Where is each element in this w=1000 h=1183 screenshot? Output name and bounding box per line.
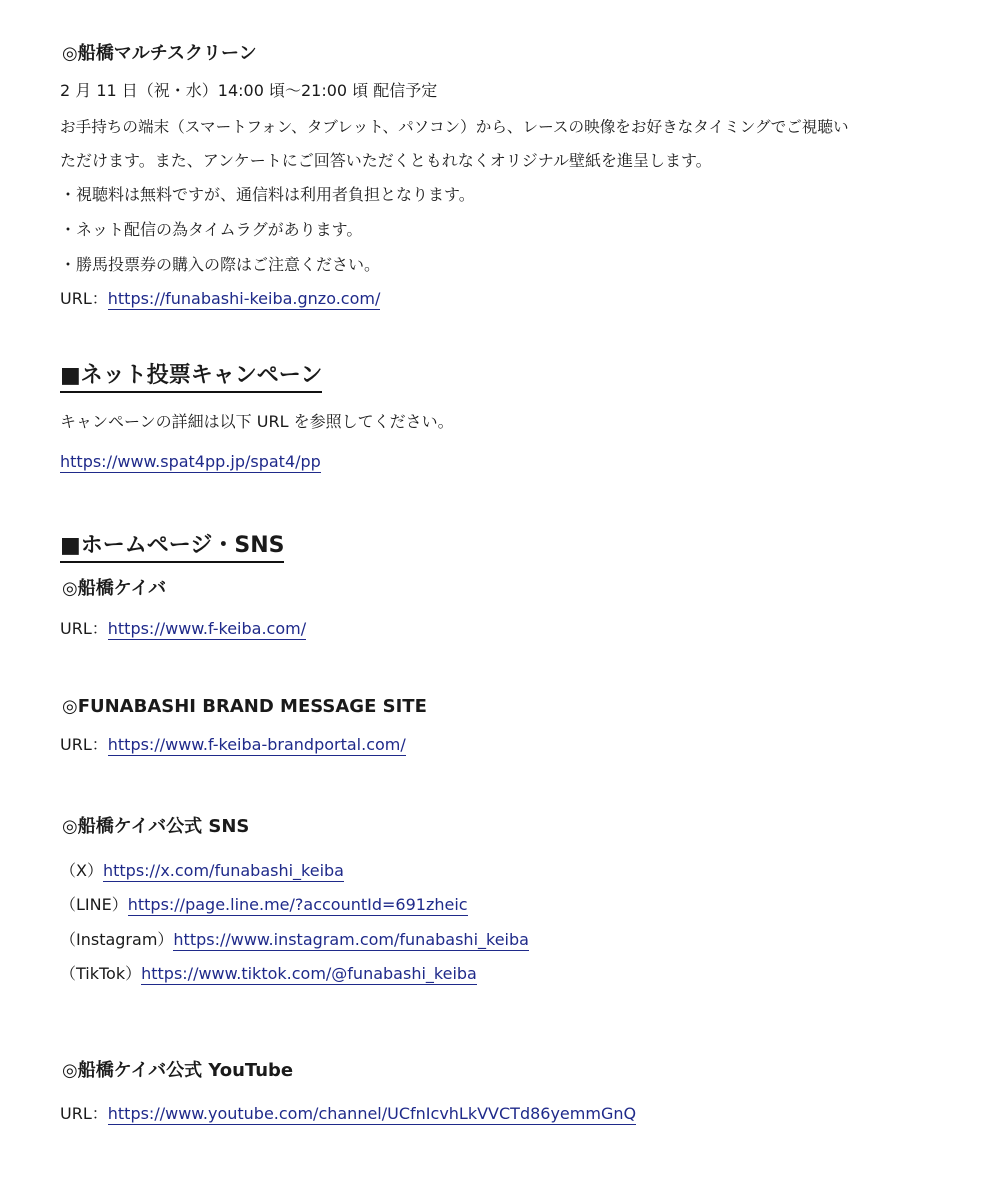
youtube-url-row [60, 1103, 636, 1125]
multiscreen-note-2: ・ネット配信の為タイムラグがあります。 [60, 220, 363, 239]
multiscreen-url-row [60, 288, 380, 310]
brand-url-row [60, 734, 406, 756]
youtube-heading: ◎船橋ケイバ公式 YouTube [62, 1060, 294, 1081]
url-label: URL： [60, 289, 108, 308]
sns-tiktok-link[interactable]: https://www.tiktok.com/@funabashi_keiba [141, 964, 477, 983]
sns-label: （X） [60, 861, 103, 880]
sns-label: （Instagram） [60, 930, 174, 949]
multiscreen-desc-1: お手持ちの端末（スマートフォン、タブレット、パソコン）から、レースの映像をお好きなタイミングでご視聴い [60, 118, 849, 136]
sns-label: （TikTok） [60, 964, 142, 983]
multiscreen-url-link[interactable]: https://funabashi-keiba.gnzo.com/ [107, 289, 381, 308]
multiscreen-note-3: ・勝馬投票券の購入の際はご注意ください。 [60, 255, 381, 274]
sns-item-x [60, 860, 344, 882]
keiba-url-link[interactable]: https://www.f-keiba.com/ [107, 619, 307, 638]
sns-heading: ◎船橋ケイバ公式 SNS [62, 816, 250, 837]
campaign-url-row [60, 451, 321, 473]
youtube-url-link[interactable]: https://www.youtube.com/channel/UCfnIcvhLkVVCTd86yemmGnQ [107, 1104, 637, 1123]
sns-label: （LINE） [60, 895, 128, 914]
sns-item-instagram [60, 929, 529, 951]
keiba-heading: ◎船橋ケイバ [62, 578, 167, 599]
multiscreen-note-1: ・視聴料は無料ですが、通信料は利用者負担となります。 [60, 185, 475, 204]
campaign-desc: キャンペーンの詳細は以下 URL を参照してください。 [60, 412, 454, 431]
campaign-section-title: ■ネット投票キャンペーン [60, 362, 322, 393]
url-label: URL： [60, 619, 108, 638]
sns-item-line [60, 894, 468, 916]
sns-instagram-link[interactable]: https://www.instagram.com/funabashi_keiba [173, 930, 529, 949]
multiscreen-schedule: 2 月 11 日（祝・水）14:00 頃〜21:00 頃 配信予定 [60, 81, 438, 100]
sns-x-link[interactable]: https://x.com/funabashi_keiba [102, 861, 344, 880]
url-label: URL： [60, 1104, 108, 1123]
brand-heading: ◎FUNABASHI BRAND MESSAGE SITE [62, 696, 427, 717]
sns-item-tiktok [60, 963, 477, 985]
multiscreen-heading: ◎船橋マルチスクリーン [62, 43, 257, 64]
campaign-url-link[interactable]: https://www.spat4pp.jp/spat4/pp [60, 452, 321, 471]
brand-url-link[interactable]: https://www.f-keiba-brandportal.com/ [107, 735, 406, 754]
keiba-url-row [60, 618, 306, 640]
homepage-section-title: ■ホームページ・SNS [60, 532, 284, 563]
sns-line-link[interactable]: https://page.line.me/?accountId=691zheic [127, 895, 468, 914]
url-label: URL： [60, 735, 108, 754]
multiscreen-desc-2: ただけます。また、アンケートにご回答いただくともれなくオリジナル壁紙を進呈します。 [60, 151, 712, 170]
